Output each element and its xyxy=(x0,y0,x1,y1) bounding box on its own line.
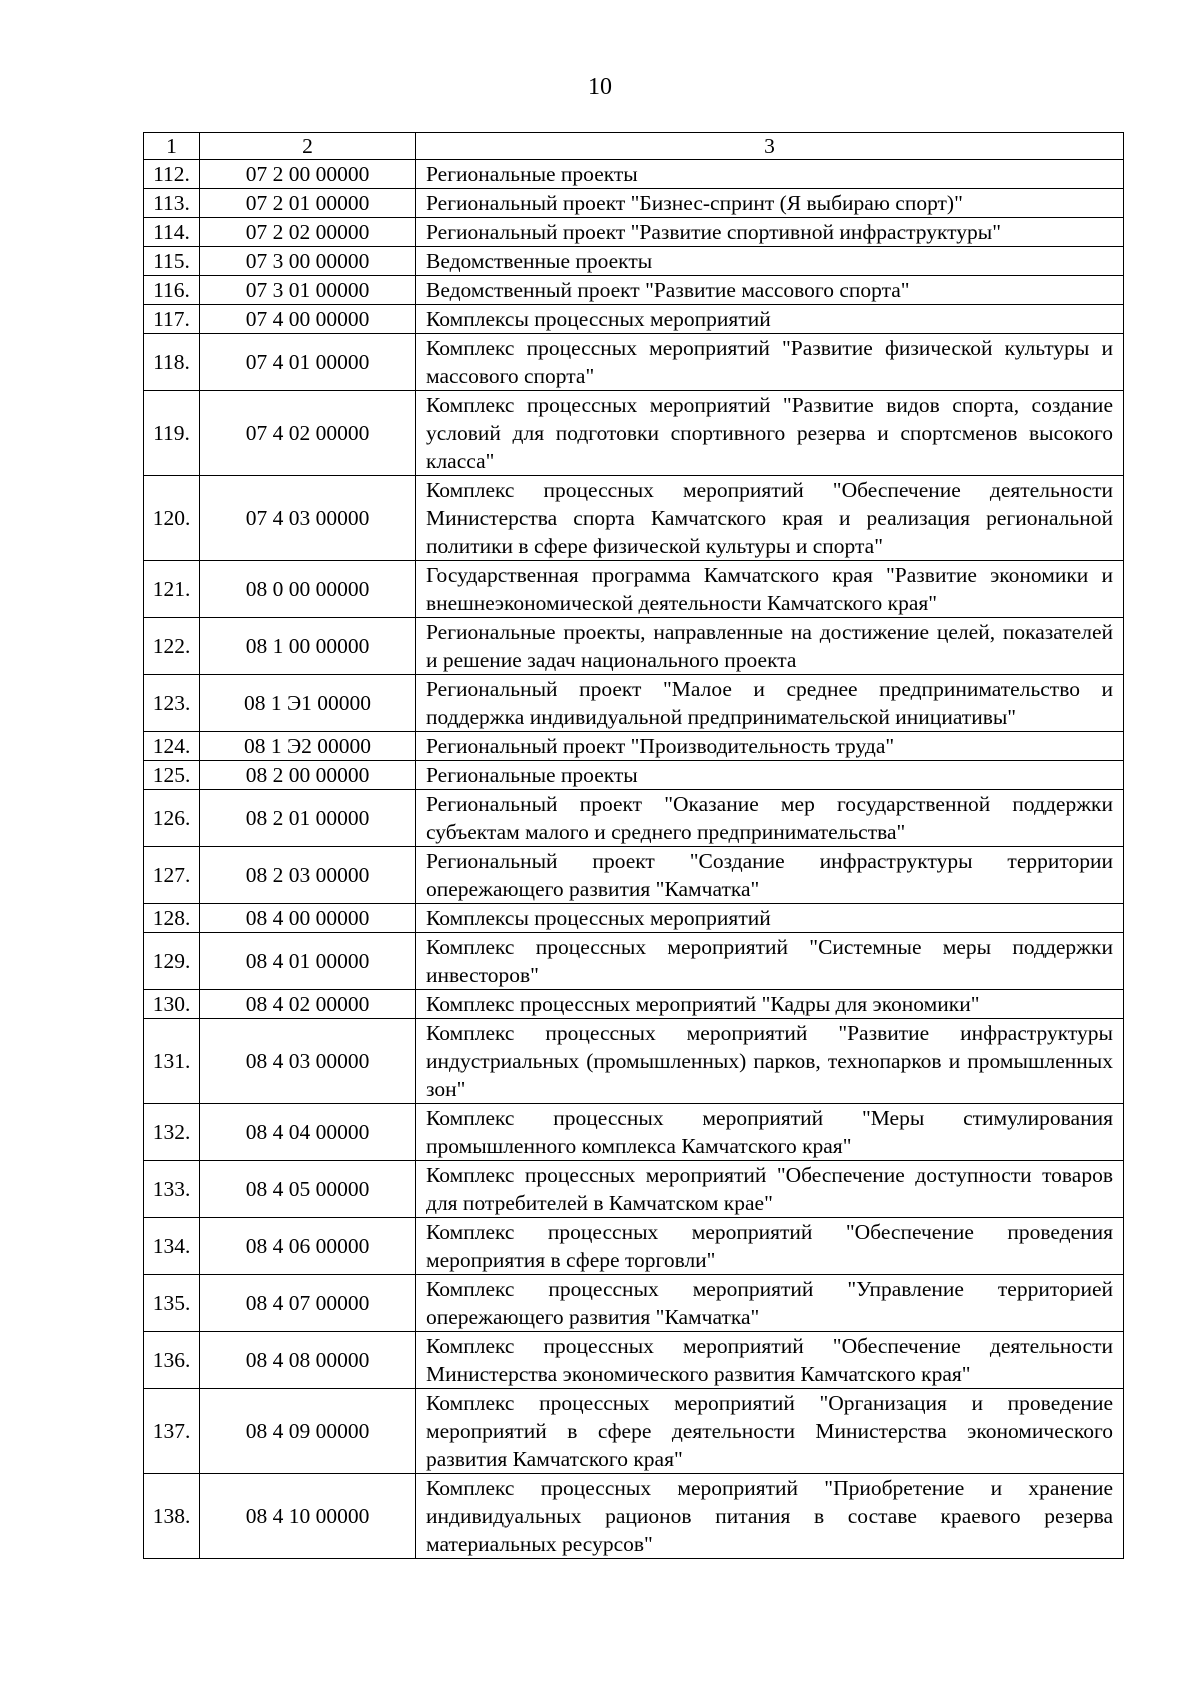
row-number: 137. xyxy=(144,1389,200,1474)
row-name: Комплекс процессных мероприятий "Системные меры поддержки инвесторов" xyxy=(416,933,1124,990)
row-code: 07 4 00 00000 xyxy=(200,305,416,334)
row-name: Комплексы процессных мероприятий xyxy=(416,305,1124,334)
row-name: Региональный проект "Малое и среднее предпринимательство и поддержка индивидуальной предпринимательской инициативы" xyxy=(416,675,1124,732)
row-number: 116. xyxy=(144,276,200,305)
row-code: 08 4 03 00000 xyxy=(200,1019,416,1104)
row-name: Комплекс процессных мероприятий "Обеспечение деятельности Министерства экономического развития Камчатского края" xyxy=(416,1332,1124,1389)
row-number: 112. xyxy=(144,160,200,189)
row-name: Комплекс процессных мероприятий "Кадры для экономики" xyxy=(416,990,1124,1019)
row-number: 114. xyxy=(144,218,200,247)
row-name: Комплекс процессных мероприятий "Обеспечение доступности товаров для потребителей в Камчатском крае" xyxy=(416,1161,1124,1218)
row-name: Региональные проекты xyxy=(416,761,1124,790)
table-row xyxy=(144,1275,1124,1332)
row-number: 128. xyxy=(144,904,200,933)
row-number: 131. xyxy=(144,1019,200,1104)
row-code: 08 1 Э2 00000 xyxy=(200,732,416,761)
table-row xyxy=(144,476,1124,561)
table-row xyxy=(144,334,1124,391)
table-row xyxy=(144,990,1124,1019)
row-code: 07 4 01 00000 xyxy=(200,334,416,391)
row-name: Региональный проект "Бизнес-спринт (Я выбираю спорт)" xyxy=(416,189,1124,218)
row-number: 133. xyxy=(144,1161,200,1218)
table-row xyxy=(144,391,1124,476)
row-number: 135. xyxy=(144,1275,200,1332)
row-number: 122. xyxy=(144,618,200,675)
table-row xyxy=(144,189,1124,218)
row-name: Комплекс процессных мероприятий "Развитие инфраструктуры индустриальных (промышленных) парков, технопарков и промышленных зон" xyxy=(416,1019,1124,1104)
table-header xyxy=(144,133,1124,160)
table-row xyxy=(144,276,1124,305)
header-col-1: 1 xyxy=(144,133,200,160)
row-code: 08 0 00 00000 xyxy=(200,561,416,618)
row-number: 121. xyxy=(144,561,200,618)
row-name: Комплекс процессных мероприятий "Управление территорией опережающего развития "Камчатка" xyxy=(416,1275,1124,1332)
table-row xyxy=(144,1104,1124,1161)
row-name: Региональный проект "Производительность труда" xyxy=(416,732,1124,761)
row-name: Комплекс процессных мероприятий "Приобретение и хранение индивидуальных рационов питания в составе краевого резерва материальных ресурсов" xyxy=(416,1474,1124,1559)
row-name: Региональные проекты xyxy=(416,160,1124,189)
page-number: 10 xyxy=(588,74,612,100)
table-row xyxy=(144,790,1124,847)
row-number: 113. xyxy=(144,189,200,218)
row-number: 134. xyxy=(144,1218,200,1275)
row-name: Комплекс процессных мероприятий "Развитие физической культуры и массового спорта" xyxy=(416,334,1124,391)
row-code: 08 2 00 00000 xyxy=(200,761,416,790)
row-name: Комплекс процессных мероприятий "Организация и проведение мероприятий в сфере деятельности Министерства экономического развития Камчатского края" xyxy=(416,1389,1124,1474)
row-number: 124. xyxy=(144,732,200,761)
row-number: 138. xyxy=(144,1474,200,1559)
row-code: 08 4 00 00000 xyxy=(200,904,416,933)
row-number: 130. xyxy=(144,990,200,1019)
table-row xyxy=(144,247,1124,276)
row-code: 08 4 01 00000 xyxy=(200,933,416,990)
table-row xyxy=(144,1019,1124,1104)
row-number: 129. xyxy=(144,933,200,990)
row-code: 07 2 01 00000 xyxy=(200,189,416,218)
row-name: Региональные проекты, направленные на достижение целей, показателей и решение задач национального проекта xyxy=(416,618,1124,675)
row-code: 08 4 10 00000 xyxy=(200,1474,416,1559)
table-row xyxy=(144,561,1124,618)
row-number: 118. xyxy=(144,334,200,391)
row-number: 123. xyxy=(144,675,200,732)
row-number: 132. xyxy=(144,1104,200,1161)
row-code: 08 4 07 00000 xyxy=(200,1275,416,1332)
table-row xyxy=(144,933,1124,990)
table-row xyxy=(144,1389,1124,1474)
table-body xyxy=(144,160,1124,1559)
row-number: 119. xyxy=(144,391,200,476)
table-row xyxy=(144,160,1124,189)
row-name: Комплексы процессных мероприятий xyxy=(416,904,1124,933)
table-row xyxy=(144,1332,1124,1389)
table-row xyxy=(144,732,1124,761)
row-number: 136. xyxy=(144,1332,200,1389)
row-code: 07 3 00 00000 xyxy=(200,247,416,276)
row-name: Региональный проект "Оказание мер государственной поддержки субъектам малого и среднего предпринимательства" xyxy=(416,790,1124,847)
table-row xyxy=(144,1161,1124,1218)
row-number: 127. xyxy=(144,847,200,904)
table-row xyxy=(144,1218,1124,1275)
row-name: Региональный проект "Развитие спортивной инфраструктуры" xyxy=(416,218,1124,247)
row-code: 08 2 03 00000 xyxy=(200,847,416,904)
header-row xyxy=(144,133,1124,160)
row-code: 08 1 00 00000 xyxy=(200,618,416,675)
row-code: 08 4 06 00000 xyxy=(200,1218,416,1275)
table-row xyxy=(144,618,1124,675)
row-code: 08 1 Э1 00000 xyxy=(200,675,416,732)
row-name: Комплекс процессных мероприятий "Обеспечение проведения мероприятия в сфере торговли" xyxy=(416,1218,1124,1275)
row-code: 08 4 09 00000 xyxy=(200,1389,416,1474)
header-col-3: 3 xyxy=(416,133,1124,160)
row-number: 115. xyxy=(144,247,200,276)
row-code: 08 4 05 00000 xyxy=(200,1161,416,1218)
row-code: 08 4 08 00000 xyxy=(200,1332,416,1389)
row-name: Региональный проект "Создание инфраструктуры территории опережающего развития "Камчатка" xyxy=(416,847,1124,904)
row-name: Государственная программа Камчатского края "Развитие экономики и внешнеэкономической деятельности Камчатского края" xyxy=(416,561,1124,618)
row-name: Ведомственные проекты xyxy=(416,247,1124,276)
table-row xyxy=(144,1474,1124,1559)
row-code: 07 3 01 00000 xyxy=(200,276,416,305)
row-name: Комплекс процессных мероприятий "Меры стимулирования промышленного комплекса Камчатского края" xyxy=(416,1104,1124,1161)
row-code: 08 4 04 00000 xyxy=(200,1104,416,1161)
table-row xyxy=(144,847,1124,904)
table-row xyxy=(144,675,1124,732)
row-number: 117. xyxy=(144,305,200,334)
programs-table xyxy=(143,132,1124,1559)
row-name: Ведомственный проект "Развитие массового спорта" xyxy=(416,276,1124,305)
row-number: 126. xyxy=(144,790,200,847)
row-number: 120. xyxy=(144,476,200,561)
table-row xyxy=(144,305,1124,334)
row-code: 07 4 02 00000 xyxy=(200,391,416,476)
table-row xyxy=(144,904,1124,933)
row-code: 07 4 03 00000 xyxy=(200,476,416,561)
header-col-2: 2 xyxy=(200,133,416,160)
row-name: Комплекс процессных мероприятий "Обеспечение деятельности Министерства спорта Камчатского края и реализация региональной политики в сфере физической культуры и спорта" xyxy=(416,476,1124,561)
row-code: 08 4 02 00000 xyxy=(200,990,416,1019)
row-code: 07 2 00 00000 xyxy=(200,160,416,189)
table-row xyxy=(144,218,1124,247)
row-code: 07 2 02 00000 xyxy=(200,218,416,247)
row-number: 125. xyxy=(144,761,200,790)
table-row xyxy=(144,761,1124,790)
row-name: Комплекс процессных мероприятий "Развитие видов спорта, создание условий для подготовки спортивного резерва и спортсменов высокого класса" xyxy=(416,391,1124,476)
row-code: 08 2 01 00000 xyxy=(200,790,416,847)
